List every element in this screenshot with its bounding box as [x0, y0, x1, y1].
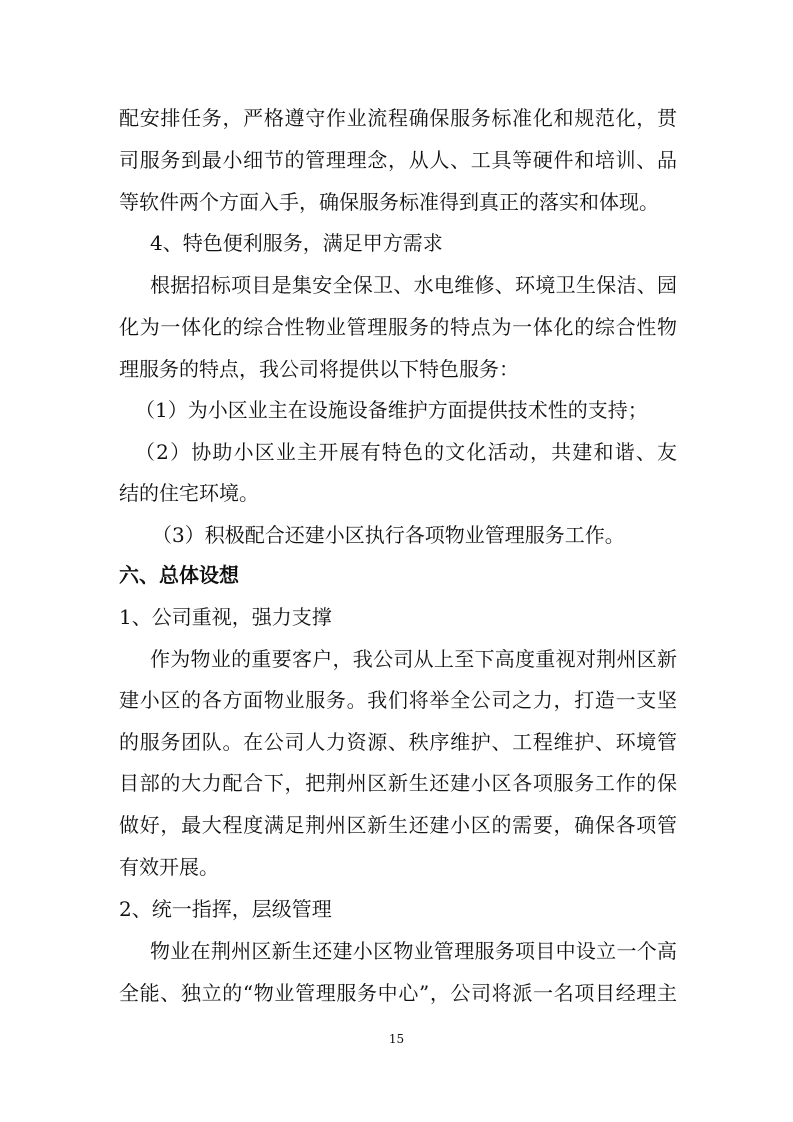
- page-number: 15: [388, 1032, 405, 1046]
- list-item: （3）积极配合还建小区执行各项物业管理服务工作。: [152, 523, 625, 547]
- body-text-line: 司服务到最小细节的管理理念，从人、工具等硬件和培训、品: [119, 148, 677, 172]
- body-text-line: 配安排任务，严格遵守作业流程确保服务标准化和规范化，贯: [119, 106, 677, 130]
- body-text-line: 建小区的各方面物业服务。我们将举全公司之力，打造一支坚: [119, 688, 677, 712]
- body-text-line: 理服务的特点，我公司将提供以下特色服务：: [119, 357, 519, 381]
- body-text-line: 等软件两个方面入手，确保服务标准得到真正的落实和体现。: [119, 190, 659, 214]
- body-text-line: 做好，最大程度满足荆州区新生还建小区的需要，确保各项管: [119, 813, 677, 837]
- subheading: 1、公司重视，强力支撑: [119, 605, 332, 629]
- body-text-line: 目部的大力配合下，把荆州区新生还建小区各项服务工作的保: [119, 771, 677, 795]
- body-text-line: 物业在荆州区新生还建小区物业管理服务项目中设立一个高: [150, 939, 677, 963]
- body-text-line: 全能、独立的“物业管理服务中心”，公司将派一名项目经理主: [119, 981, 677, 1005]
- body-text-line: 有效开展。: [119, 855, 219, 879]
- list-item-continuation: 结的住宅环境。: [119, 481, 259, 505]
- section-heading: 六、总体设想: [119, 563, 239, 587]
- subheading: 4、特色便利服务，满足甲方需求: [150, 231, 443, 255]
- body-text-line: 根据招标项目是集安全保卫、水电维修、环境卫生保洁、园: [150, 273, 677, 297]
- body-text-line: 的服务团队。在公司人力资源、秩序维护、工程维护、环境管: [119, 730, 677, 754]
- list-item: （1）为小区业主在设施设备维护方面提供技术性的支持；: [135, 398, 648, 422]
- list-item: （2）协助小区业主开展有特色的文化活动，共建和谐、友: [135, 440, 677, 464]
- body-text-line: 作为物业的重要客户，我公司从上至下高度重视对荆州区新: [150, 647, 677, 671]
- subheading: 2、统一指挥，层级管理: [119, 897, 332, 921]
- body-text-line: 化为一体化的综合性物业管理服务的特点为一体化的综合性物: [119, 315, 677, 339]
